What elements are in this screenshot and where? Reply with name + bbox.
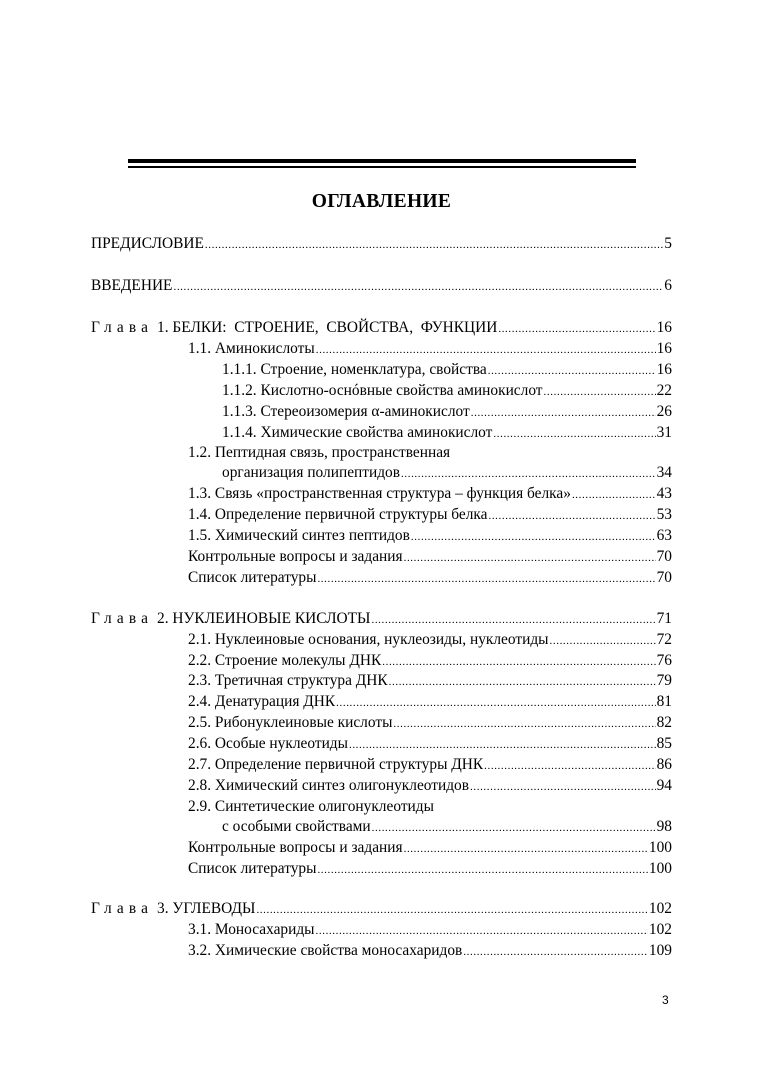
entry-title: Список литературы: [188, 569, 317, 586]
entry-page: 85: [656, 735, 672, 752]
entry-title: 3.2. Химические свойства моносахаридов: [188, 942, 463, 959]
toc-entry-introduction[interactable]: [91, 276, 672, 296]
entry-title: 2.6. Особые нуклеотиды: [188, 735, 348, 752]
entry-title: 1.1. Аминокислоты: [188, 340, 315, 357]
toc-entry-preface[interactable]: [91, 234, 672, 254]
entry-page: 53: [656, 506, 672, 523]
toc-entry[interactable]: [188, 505, 672, 525]
entry-title: 2.2. Строение молекулы ДНК: [188, 652, 382, 669]
toc-entry[interactable]: [188, 755, 672, 775]
chapter-word: Глава: [91, 900, 154, 917]
toc-entry[interactable]: [188, 713, 672, 733]
entry-page: 100: [648, 839, 672, 856]
header-rule-thin: [128, 166, 636, 168]
chapter-title: УГЛЕВОДЫ: [172, 900, 256, 917]
leader-dots: [404, 839, 648, 859]
entry-title: 2.1. Нуклеиновые основания, нуклеозиды, нуклеотиды: [188, 631, 549, 648]
leader-dots: [372, 818, 656, 838]
leader-dots: [393, 714, 655, 734]
toc-entry[interactable]: [188, 526, 672, 546]
leader-dots: [371, 610, 655, 630]
page-number: 3: [662, 993, 669, 1007]
entry-page: 16: [656, 340, 672, 357]
entry-title: 1.5. Химический синтез пептидов: [188, 527, 410, 544]
toc-entry[interactable]: [222, 423, 672, 443]
entry-title: Контрольные вопросы и задания: [188, 548, 403, 565]
leader-dots: [471, 403, 656, 423]
chapter-word: Глава: [91, 610, 154, 627]
header-rule-thick: [128, 159, 636, 163]
entry-title: ПРЕДИСЛОВИЕ: [91, 235, 204, 252]
leader-dots: [404, 548, 656, 568]
toc-entry[interactable]: [188, 484, 672, 504]
leader-dots: [544, 382, 656, 402]
chapter-number-value: 2.: [157, 610, 169, 627]
entry-title: 2.3. Третичная структура ДНК: [188, 672, 388, 689]
toc-entry[interactable]: [222, 360, 672, 380]
toc-entry[interactable]: [188, 734, 672, 754]
entry-page: 100: [648, 860, 672, 877]
toc-entry[interactable]: [188, 776, 672, 796]
leader-dots: [173, 277, 663, 297]
toc-chapter-3[interactable]: [91, 899, 672, 919]
entry-page: 34: [656, 464, 672, 481]
toc-entry[interactable]: [188, 838, 672, 858]
entry-title: 1.1.4. Химические свойства аминокислот: [222, 424, 493, 441]
leader-dots: [336, 693, 655, 713]
leader-dots: [484, 756, 655, 776]
entry-title: 2.4. Денатурация ДНК: [188, 693, 336, 710]
toc-entry[interactable]: [222, 463, 672, 483]
toc-entry[interactable]: [188, 859, 672, 879]
entry-title: 1.1.1. Строение, номенклатура, свойства: [222, 361, 487, 378]
leader-dots: [411, 527, 656, 547]
toc-chapter-1[interactable]: [91, 318, 672, 338]
entry-title: Контрольные вопросы и задания: [188, 839, 403, 856]
toc-entry[interactable]: [188, 692, 672, 712]
entry-title: 1.3. Связь «пространственная структура – функция белка»: [188, 485, 571, 502]
toc-entry[interactable]: [188, 339, 672, 359]
entry-title: 2.5. Рибонуклеиновые кислоты: [188, 714, 393, 731]
entry-page: 6: [664, 277, 672, 294]
chapter-number: [153, 899, 172, 919]
leader-dots: [488, 506, 655, 526]
leader-dots: [205, 235, 663, 255]
toc-entry-line1[interactable]: 1.2. Пептидная связь, пространственная: [188, 444, 451, 461]
entry-page: 94: [656, 777, 672, 794]
entry-page: 63: [656, 527, 672, 544]
leader-dots: [317, 860, 647, 880]
leader-dots: [463, 942, 648, 962]
chapter-page: 102: [648, 900, 672, 917]
leader-dots: [470, 777, 656, 797]
toc-entry[interactable]: [188, 671, 672, 691]
leader-dots: [498, 319, 655, 339]
toc-entry[interactable]: [188, 941, 672, 961]
toc-entry[interactable]: [222, 381, 672, 401]
chapter-number-value: 3.: [157, 900, 169, 917]
entry-page: 109: [648, 942, 672, 959]
entry-title: организация полипептидов: [222, 464, 401, 481]
entry-title: 1.1.2. Кислотно-оснóвные свойства аминокислот: [222, 382, 543, 399]
leader-dots: [349, 735, 656, 755]
entry-page: 26: [656, 403, 672, 420]
entry-page: 76: [656, 652, 672, 669]
entry-page: 16: [656, 361, 672, 378]
entry-page: 72: [656, 631, 672, 648]
entry-page: 22: [656, 382, 672, 399]
toc-entry[interactable]: [188, 630, 672, 650]
entry-page: 5: [664, 235, 672, 252]
entry-page: 31: [656, 424, 672, 441]
leader-dots: [256, 900, 647, 920]
entry-title: 1.1.3. Стереоизомерия α-аминокислот: [222, 403, 470, 420]
leader-dots: [550, 631, 656, 651]
leader-dots: [382, 652, 655, 672]
chapter-word: Глава: [91, 319, 154, 336]
chapter-number: [153, 609, 172, 629]
leader-dots: [401, 464, 656, 484]
toc-entry-line1[interactable]: 2.9. Синтетические олигонуклеотиды: [188, 798, 434, 815]
entry-title: 1.4. Определение первичной структуры белка: [188, 506, 488, 523]
entry-title: 3.1. Моносахариды: [188, 921, 315, 938]
entry-title: с особыми свойствами: [222, 818, 371, 835]
chapter-page: 71: [656, 610, 672, 627]
entry-title: Список литературы: [188, 860, 317, 877]
entry-page: 79: [656, 672, 672, 689]
entry-page: 102: [648, 921, 672, 938]
entry-title: 2.7. Определение первичной структуры ДНК: [188, 756, 484, 773]
entry-page: 81: [656, 693, 672, 710]
leader-dots: [316, 921, 648, 941]
toc-chapter-2[interactable]: [91, 609, 672, 629]
leader-dots: [317, 569, 655, 589]
toc-entry[interactable]: [188, 920, 672, 940]
toc-entry[interactable]: [222, 817, 672, 837]
leader-dots: [389, 672, 656, 692]
entry-page: 70: [656, 569, 672, 586]
toc-entry[interactable]: [188, 568, 672, 588]
chapter-page: 16: [656, 319, 672, 336]
chapter-number-value: 1.: [157, 319, 169, 336]
entry-page: 43: [656, 485, 672, 502]
entry-title: 2.8. Химический синтез олигонуклеотидов: [188, 777, 470, 794]
toc-entry[interactable]: [188, 547, 672, 567]
leader-dots: [572, 485, 656, 505]
entry-page: 86: [656, 756, 672, 773]
entry-page: 82: [656, 714, 672, 731]
toc-entry[interactable]: [222, 402, 672, 422]
chapter-number: [153, 318, 172, 338]
chapter-title: НУКЛЕИНОВЫЕ КИСЛОТЫ: [172, 610, 371, 627]
chapter-title: БЕЛКИ: СТРОЕНИЕ, СВОЙСТВА, ФУНКЦИИ: [172, 319, 498, 336]
leader-dots: [316, 340, 656, 360]
entry-page: 70: [656, 548, 672, 565]
leader-dots: [488, 361, 656, 381]
leader-dots: [493, 424, 655, 444]
page-title: ОГЛАВЛЕНИЕ: [311, 191, 452, 212]
entry-page: 98: [656, 818, 672, 835]
toc-entry[interactable]: [188, 651, 672, 671]
entry-title: ВВЕДЕНИЕ: [91, 277, 173, 294]
